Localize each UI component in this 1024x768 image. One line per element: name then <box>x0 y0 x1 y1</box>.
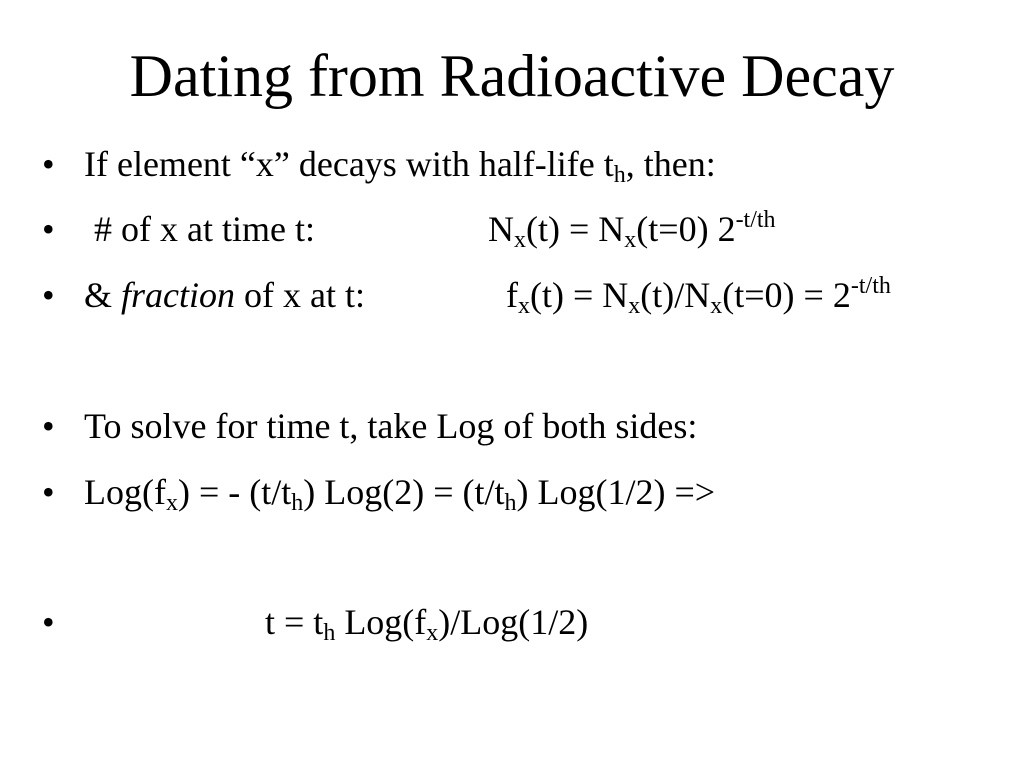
bullet-dot: • <box>42 472 55 512</box>
subscript: h <box>504 490 517 516</box>
bullet-item-count <box>0 205 1024 253</box>
eq-part: Log(f <box>84 472 166 512</box>
subscript: x <box>514 227 526 253</box>
bullet-dot: • <box>42 406 55 446</box>
eq-part: f <box>506 275 518 315</box>
eq-part: ) = - (t/t <box>177 472 292 512</box>
text-part: If element “x” decays with half-life t <box>84 144 614 184</box>
bullet-text <box>84 140 716 188</box>
eq-part: Log(f <box>335 602 427 642</box>
subscript: x <box>426 620 439 646</box>
count-equation <box>488 205 776 253</box>
eq-part: N <box>488 209 514 249</box>
subscript: x <box>628 293 641 319</box>
eq-part: t = t <box>265 602 324 642</box>
fraction-equation <box>506 271 891 319</box>
subscript: h <box>323 620 336 646</box>
eq-part: (t)/N <box>640 275 711 315</box>
italic-text: fraction <box>121 275 236 315</box>
eq-part: )/Log(1/2) <box>438 602 589 642</box>
text-part: of x at t: <box>235 275 365 315</box>
subscript: x <box>165 490 178 516</box>
eq-part: (t=0) = 2 <box>722 275 851 315</box>
bullet-label: # of x at time t: <box>94 209 315 249</box>
bullet-label <box>84 271 365 319</box>
bullet-item-result <box>0 598 1024 646</box>
result-equation <box>265 598 588 646</box>
eq-part: (t) = N <box>526 209 625 249</box>
eq-part: ) Log(2) = (t/t <box>303 472 505 512</box>
bullet-dot: • <box>42 602 55 642</box>
text-part: & <box>84 275 122 315</box>
superscript: -t/th <box>850 273 891 299</box>
bullet-dot: • <box>42 144 55 184</box>
bullet-item-half-life <box>0 140 1024 188</box>
eq-part: ) Log(1/2) => <box>516 472 716 512</box>
eq-part: (t) = N <box>530 275 629 315</box>
bullet-item-solve <box>0 402 1024 450</box>
bullet-text: To solve for time t, take Log of both sides: <box>84 406 698 446</box>
superscript: -t/th <box>735 207 776 233</box>
subscript: h <box>291 490 304 516</box>
subscript: x <box>624 227 637 253</box>
text-part: , then: <box>625 144 716 184</box>
bullet-item-log-equation <box>0 468 1024 516</box>
log-equation <box>84 468 715 516</box>
eq-part: (t=0) 2 <box>636 209 736 249</box>
bullet-item-fraction <box>0 271 1024 319</box>
bullet-dot: • <box>42 275 55 315</box>
slide-title: Dating from Radioactive Decay <box>129 43 895 109</box>
subscript: x <box>710 293 723 319</box>
subscript: h <box>613 162 626 188</box>
bullet-dot: • <box>42 209 55 249</box>
subscript: x <box>518 293 530 319</box>
